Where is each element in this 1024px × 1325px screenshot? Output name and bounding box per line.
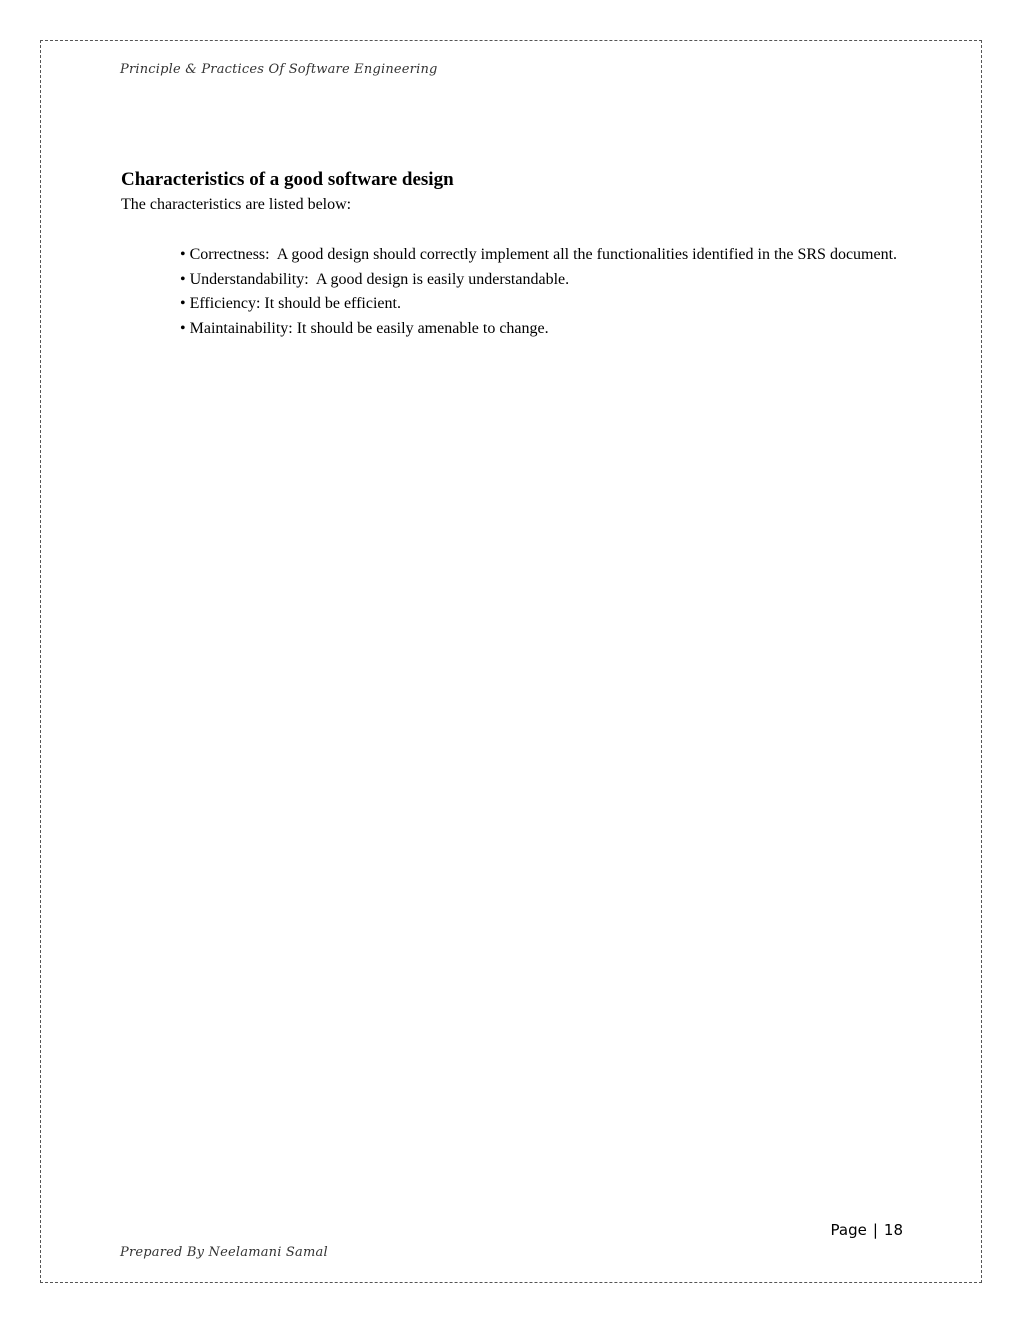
bullet-icon: • — [180, 246, 186, 263]
intro-text: The characteristics are listed below: — [121, 196, 352, 213]
section-title: Characteristics of a good software design — [121, 169, 454, 190]
bullet-text: A good design should correctly implement all the functionalities identified in the SRS document. — [273, 246, 898, 263]
page-number-value: 18 — [883, 1221, 903, 1239]
bullet-item-understandability — [180, 268, 903, 293]
bullet-list — [180, 243, 903, 341]
running-header: Principle & Practices Of Software Engineering — [120, 62, 438, 77]
bullet-icon: • — [180, 319, 186, 337]
page-label: Page — [830, 1221, 867, 1239]
bullet-item-efficiency — [180, 292, 903, 317]
bullet-label: Maintainability: — [189, 319, 293, 337]
bullet-label: Understandability: — [189, 270, 309, 288]
bullet-icon: • — [180, 295, 186, 312]
bullet-text: It should be efficient. — [264, 295, 401, 312]
bullet-label: Correctness: — [189, 246, 270, 263]
page-separator: | — [872, 1221, 878, 1239]
page-number — [831, 1221, 903, 1239]
bullet-text: It should be easily amenable to change. — [296, 319, 549, 337]
bullet-item-maintainability — [180, 317, 903, 342]
bullet-icon: • — [180, 270, 186, 288]
page-border — [40, 40, 982, 1283]
bullet-label: Efficiency: — [189, 295, 261, 312]
bullet-text: A good design is easily understandable. — [312, 270, 570, 288]
bullet-item-correctness — [180, 243, 903, 268]
running-footer: Prepared By Neelamani Samal — [120, 1245, 328, 1260]
